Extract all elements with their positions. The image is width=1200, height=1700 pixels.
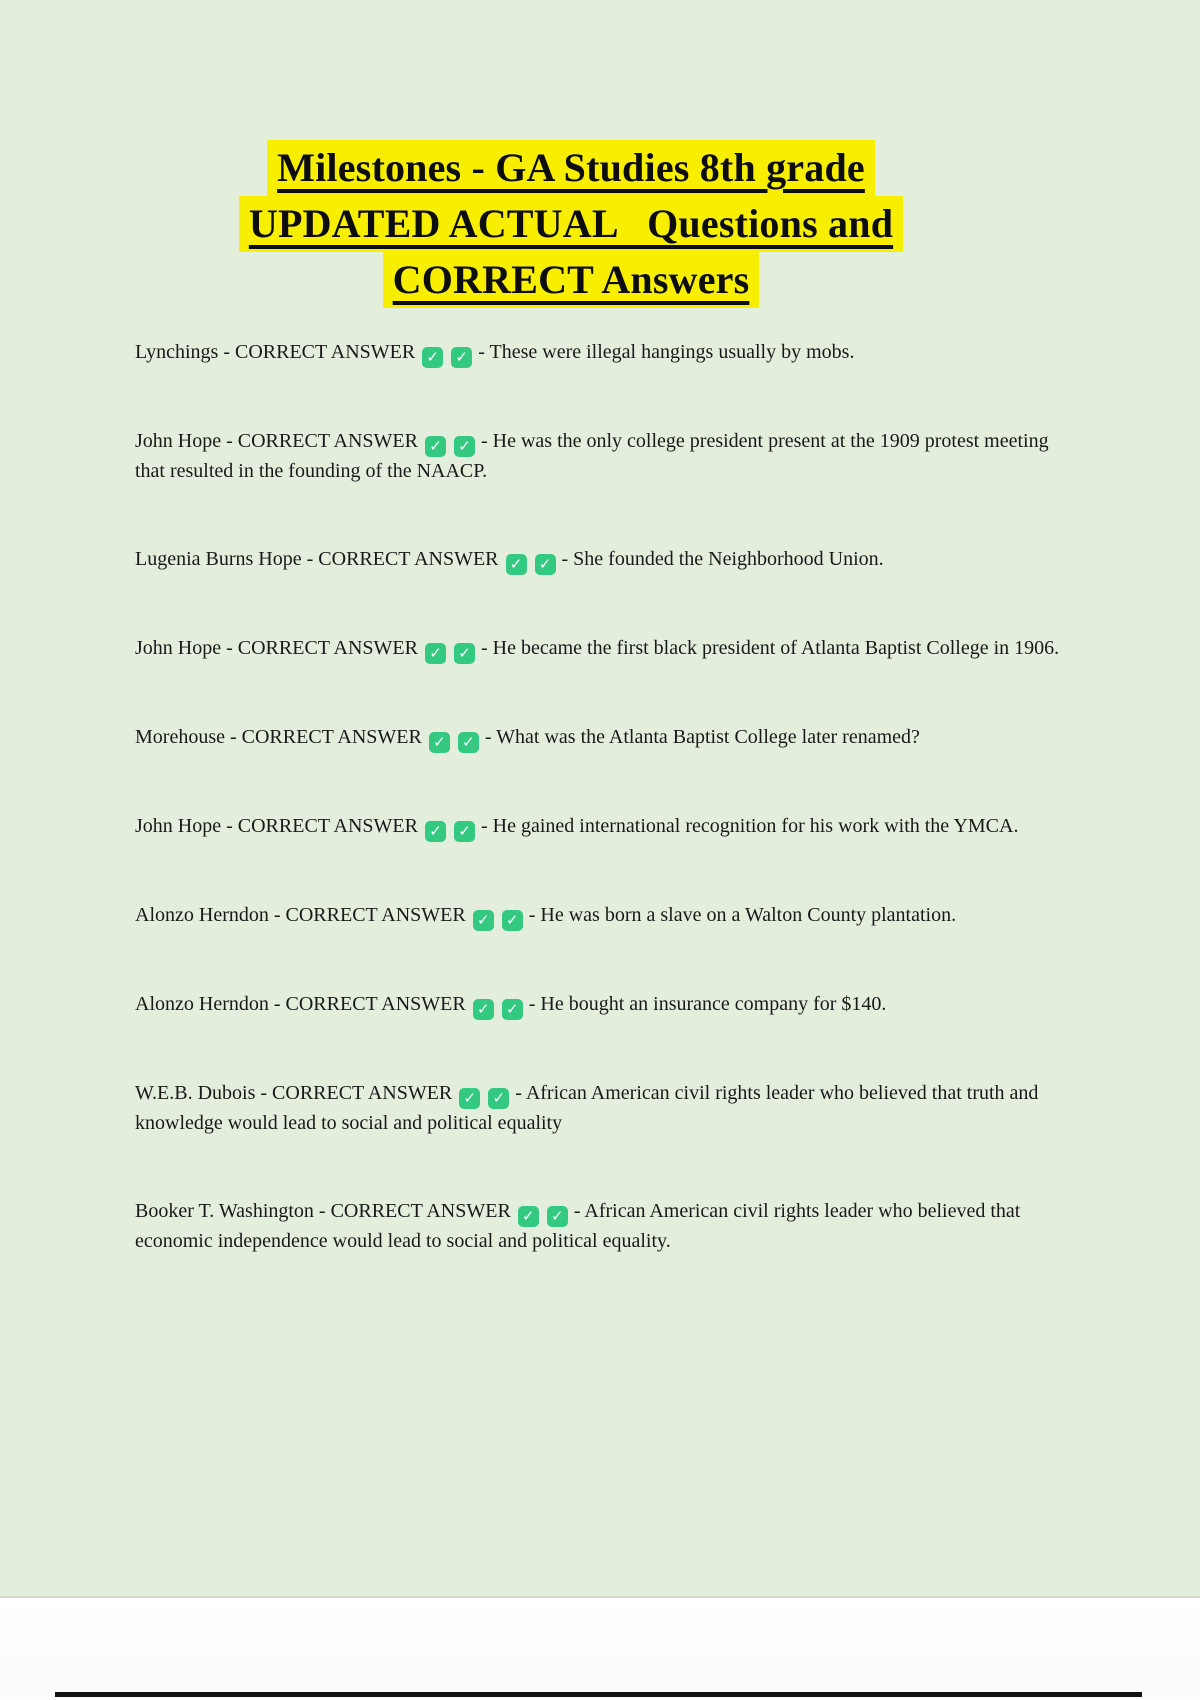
check-icon: ✓: [488, 1088, 509, 1109]
check-icon: ✓: [422, 347, 443, 368]
check-icon: ✓: [451, 347, 472, 368]
check-icon: ✓: [502, 999, 523, 1020]
check-icon: ✓: [473, 910, 494, 931]
qa-answer-text: - African American civil rights leader who believed that economic independence would lead to social and political equality.: [135, 1200, 1021, 1252]
qa-answer-text: - What was the Atlanta Baptist College later renamed?: [484, 726, 920, 748]
qa-entry: [135, 1079, 1065, 1138]
next-page-top-border: [55, 1692, 1142, 1697]
qa-list: [135, 338, 1065, 1256]
check-icon: ✓: [518, 1206, 539, 1227]
qa-question-prefix: John Hope - CORRECT ANSWER: [135, 637, 418, 659]
qa-entry: [135, 723, 1065, 753]
qa-entry: [135, 338, 1065, 368]
title-highlight: UPDATED ACTUAL Questions and: [239, 196, 903, 252]
qa-entry: [135, 545, 1065, 575]
qa-question-prefix: John Hope - CORRECT ANSWER: [135, 815, 418, 837]
qa-question-prefix: John Hope - CORRECT ANSWER: [135, 430, 418, 452]
check-icon: ✓: [535, 554, 556, 575]
qa-entry: [135, 812, 1065, 842]
qa-entry: [135, 990, 1065, 1020]
qa-answer-text: - He was born a slave on a Walton County plantation.: [528, 904, 957, 926]
qa-question-prefix: Lynchings - CORRECT ANSWER: [135, 341, 416, 363]
qa-entry: [135, 634, 1065, 664]
qa-answer-text: - He bought an insurance company for $140.: [528, 993, 887, 1015]
qa-entry: [135, 901, 1065, 931]
qa-answer-text: - He was the only college president present at the 1909 protest meeting that resulted in the founding of the NAACP.: [135, 430, 1049, 482]
check-icon: ✓: [502, 910, 523, 931]
title-line: [106, 252, 1036, 308]
check-icon: ✓: [454, 436, 475, 457]
qa-question-prefix: Lugenia Burns Hope - CORRECT ANSWER: [135, 548, 499, 570]
page-title: [106, 140, 1036, 308]
qa-answer-text: - African American civil rights leader who believed that truth and knowledge would lead to social and political equality: [135, 1082, 1039, 1134]
title-highlight: CORRECT Answers: [383, 252, 760, 308]
check-icon: ✓: [547, 1206, 568, 1227]
qa-entry: [135, 427, 1065, 486]
check-icon: ✓: [473, 999, 494, 1020]
qa-answer-text: - These were illegal hangings usually by mobs.: [478, 341, 855, 363]
qa-question-prefix: Booker T. Washington - CORRECT ANSWER: [135, 1200, 511, 1222]
title-line: [106, 196, 1036, 252]
check-icon: ✓: [425, 436, 446, 457]
qa-question-prefix: Morehouse - CORRECT ANSWER: [135, 726, 422, 748]
check-icon: ✓: [454, 821, 475, 842]
title-line: [106, 140, 1036, 196]
qa-answer-text: - She founded the Neighborhood Union.: [561, 548, 884, 570]
qa-answer-text: - He gained international recognition for his work with the YMCA.: [480, 815, 1019, 837]
qa-question-prefix: Alonzo Herndon - CORRECT ANSWER: [135, 904, 466, 926]
check-icon: ✓: [506, 554, 527, 575]
check-icon: ✓: [425, 821, 446, 842]
check-icon: ✓: [454, 643, 475, 664]
qa-question-prefix: Alonzo Herndon - CORRECT ANSWER: [135, 993, 466, 1015]
qa-question-prefix: W.E.B. Dubois - CORRECT ANSWER: [135, 1082, 453, 1104]
check-icon: ✓: [429, 732, 450, 753]
qa-answer-text: - He became the first black president of Atlanta Baptist College in 1906.: [480, 637, 1060, 659]
check-icon: ✓: [458, 732, 479, 753]
qa-entry: [135, 1197, 1065, 1256]
viewer-bottom-margin: [0, 1598, 1200, 1698]
check-icon: ✓: [425, 643, 446, 664]
title-highlight: Milestones - GA Studies 8th grade: [267, 140, 875, 196]
check-icon: ✓: [459, 1088, 480, 1109]
